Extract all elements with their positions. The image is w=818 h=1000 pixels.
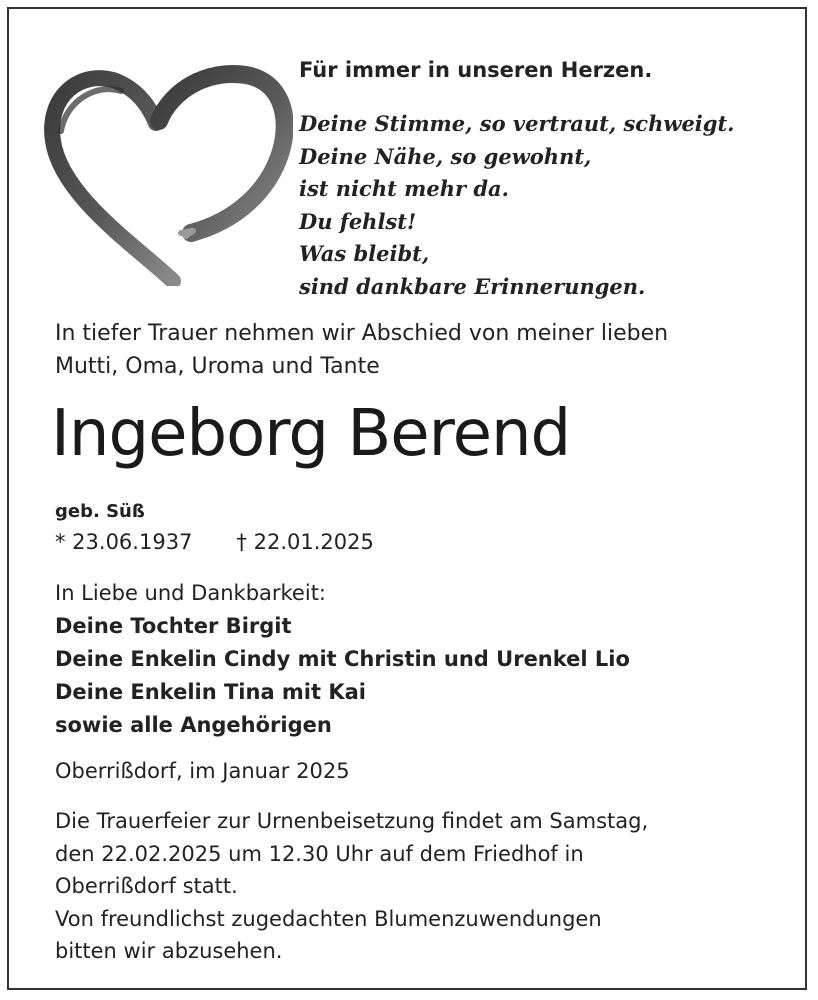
deceased-name: Ingeborg Berend <box>51 397 571 471</box>
heading: Für immer in unseren Herzen. <box>299 58 653 82</box>
obituary-frame <box>7 7 807 990</box>
service-info <box>55 805 648 968</box>
intro-text <box>55 317 668 383</box>
intro-line: Mutti, Oma, Uroma und Tante <box>55 354 380 379</box>
life-dates <box>55 530 374 554</box>
intro-line: In tiefer Trauer nehmen wir Abschied von meiner lieben <box>55 321 669 346</box>
thanks-intro: In Liebe und Dankbarkeit: <box>55 581 327 605</box>
poem-line: Deine Nähe, so gewohnt, <box>299 143 592 169</box>
service-line: Die Trauerfeier zur Urnenbeisetzung findet am Samstag, <box>55 809 649 833</box>
death-date: † 22.01.2025 <box>236 530 374 554</box>
poem <box>299 108 734 303</box>
poem-line: Deine Stimme, so vertraut, schweigt. <box>299 111 735 136</box>
mourner-line: Deine Enkelin Cindy mit Christin und Urenkel Lio <box>55 647 630 671</box>
poem-line: sind dankbare Erinnerungen. <box>299 273 646 299</box>
mourner-line: sowie alle Angehörigen <box>55 713 332 737</box>
service-line: bitten wir abzusehen. <box>55 939 283 963</box>
heart-icon <box>41 61 293 286</box>
mourner-line: Deine Tochter Birgit <box>55 614 292 638</box>
mourners-block <box>55 577 630 742</box>
poem-line: Du fehlst! <box>299 208 417 234</box>
service-line: Von freundlichst zugedachten Blumenzuwendungen <box>55 906 602 931</box>
maiden-name: geb. Süß <box>55 501 145 522</box>
birth-date: * 23.06.1937 <box>55 530 193 554</box>
mourner-line: Deine Enkelin Tina mit Kai <box>55 680 367 704</box>
place-date: Oberrißdorf, im Januar 2025 <box>55 759 350 783</box>
service-line: den 22.02.2025 um 12.30 Uhr auf dem Friedhof in <box>55 841 584 866</box>
service-line: Oberrißdorf statt. <box>55 874 238 898</box>
poem-line: Was bleibt, <box>299 241 430 266</box>
poem-line: ist nicht mehr da. <box>299 176 509 201</box>
